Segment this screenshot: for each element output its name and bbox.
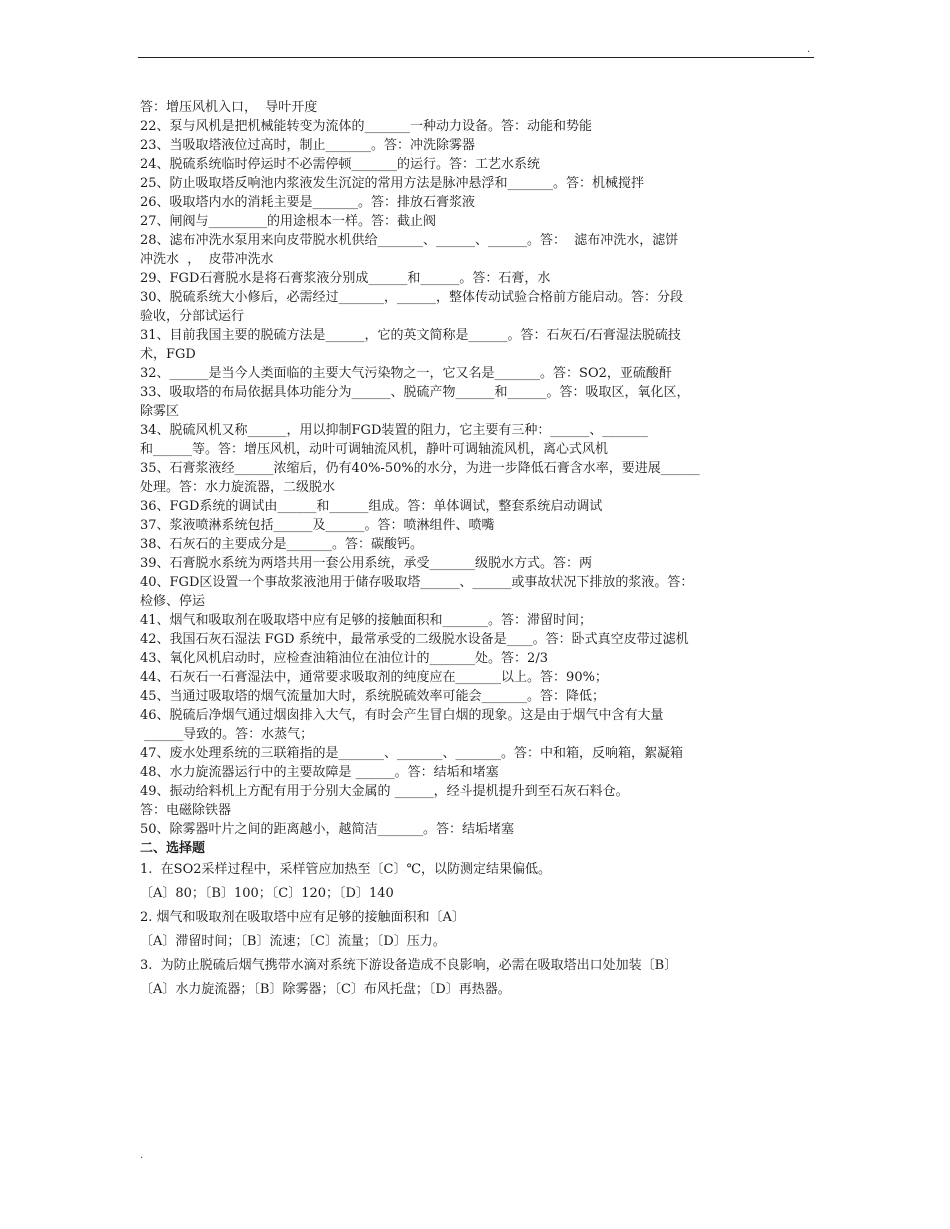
document-body [140, 98, 812, 1002]
question-45: 45、当通过吸取塔的烟气流量加大时，系统脱硫效率可能会_______。答：降低； [140, 689, 606, 704]
question-40: 40、FGD区设置一个事故浆液池用于储存吸取塔______、______或事故状况下排放的浆液。答： [140, 575, 694, 590]
choice-question-2: 2. 烟气和吸取剂在吸取塔中应有足够的接触面积和〔A〕 [140, 910, 465, 925]
question-37: 37、浆液喷淋系统包括______及______。答：喷淋组件、喷嘴 [140, 518, 495, 533]
question-41: 41、烟气和吸取剂在吸取塔中应有足够的接触面积和_______。答：滞留时间； [140, 613, 593, 628]
question-26: 26、吸取塔内水的消耗主要是_______。答：排放石膏浆液 [140, 195, 476, 210]
choice-question-1: 1. 在SO2采样过程中，采样管应加热至〔C〕℃，以防测定结果偏低。 [140, 862, 551, 877]
question-32: 32、______是当今人类面临的主要大气污染物之一，它又名是_______。答：SO2，亚硫酸酐 [140, 366, 672, 381]
section-heading-choice: 二、选择题 [140, 841, 206, 856]
question-42: 42、我国石灰石湿法 FGD 系统中，最常承受的二级脱水设备是____。答：卧式真空皮带过滤机 [140, 632, 689, 647]
question-36: 36、FGD系统的调试由______和______组成。答：单体调试，整套系统启动调试 [140, 499, 603, 514]
choice-options-3: 〔A〕水力旋流器；〔B〕除雾器；〔C〕布风托盘；〔D〕再热器。 [140, 982, 511, 997]
question-39: 39、石膏脱水系统为两塔共用一套公用系统，承受_______级脱水方式。答：两 [140, 556, 593, 571]
header-rule [138, 57, 814, 58]
question-25: 25、防止吸取塔反响池内浆液发生沉淀的常用方法是脉冲悬浮和_______。答：机械搅拌 [140, 176, 645, 191]
question-46: 46、脱硫后净烟气通过烟囱排入大气，有时会产生冒白烟的现象。这是由于烟气中含有大量 [140, 708, 664, 723]
question-31-cont: 术，FGD [140, 347, 196, 362]
question-30-cont: 验收，分部试运行 [140, 309, 245, 324]
choice-options-2: 〔A〕滞留时间；〔B〕流速；〔C〕流量；〔D〕压力。 [140, 934, 446, 949]
question-28-cont: 冲洗水 ， 皮带冲洗水 [140, 252, 274, 267]
question-31: 31、目前我国主要的脱硫方法是______，它的英文简称是______。答：石灰石/石膏湿法脱硫技 [140, 328, 681, 343]
question-34: 34、脱硫风机又称______，用以抑制FGD装置的阻力，它主要有三种：______、_______ [140, 423, 648, 438]
question-22: 22、泵与风机是把机械能转变为流体的_______一种动力设备。答：动能和势能 [140, 119, 593, 134]
question-24: 24、脱硫系统临时停运时不必需停顿_______的运行。答：工艺水系统 [140, 157, 541, 172]
header-dot: . [807, 44, 811, 55]
question-44: 44、石灰石一石膏湿法中，通常要求吸取剂的纯度应在_______以上。答：90%； [140, 670, 608, 685]
choice-options-1: 〔A〕80；〔B〕100；〔C〕120；〔D〕140 [140, 886, 394, 901]
question-35: 35、石膏浆液经______浓缩后，仍有40%-50%的水分，为进一步降低石膏含水率，要进展______ [140, 461, 700, 476]
footer-dot: . [140, 1150, 144, 1161]
question-33-cont: 除雾区 [140, 404, 180, 419]
question-33: 33、吸取塔的布局依据具体功能分为______、脱硫产物______和______。答：吸取区，氧化区， [140, 385, 690, 400]
question-43: 43、氧化风机启动时，应检查油箱油位在油位计的_______处。答：2/3 [140, 651, 548, 666]
question-35-cont: 处理。答：水力旋流器，二级脱水 [140, 480, 336, 495]
question-48: 48、水力旋流器运行中的主要故障是 ______。答：结垢和堵塞 [140, 765, 499, 780]
question-29: 29、FGD石膏脱水是将石膏浆液分别成______和______。答：石膏，水 [140, 271, 551, 286]
question-40-cont: 检修、停运 [140, 594, 206, 609]
question-28: 28、滤布冲洗水泵用来向皮带脱水机供给_______、______、______。答： 滤布冲洗水，滤饼 [140, 233, 679, 248]
question-34-cont: 和______等。答：增压风机，动叶可调轴流风机，静叶可调轴流风机，离心式风机 [140, 442, 609, 457]
question-46-cont: ______导致的。答：水蒸气； [140, 727, 314, 742]
question-38: 38、石灰石的主要成分是_______。答：碳酸钙。 [140, 537, 424, 552]
choice-question-3: 3. 为防止脱硫后烟气携带水滴对系统下游设备造成不良影响，必需在吸取塔出口处加装〔B〕 [140, 958, 678, 973]
question-50: 50、除雾器叶片之间的距离越小，越简洁_______。答：结垢堵塞 [140, 822, 515, 837]
question-49: 49、振动给料机上方配有用于分别大金属的 ______，经斗提机提升到至石灰石料仓。 [140, 784, 629, 799]
question-27: 27、闸阀与_________的用途根本一样。答：截止阀 [140, 214, 437, 229]
question-30: 30、脱硫系统大小修后，必需经过_______，______，整体传动试验合格前方能启动。答：分段 [140, 290, 684, 305]
question-23: 23、当吸取塔液位过高时，制止_______。答：冲洗除雾器 [140, 138, 476, 153]
question-49-cont: 答：电磁除铁器 [140, 803, 232, 818]
answer-line: 答：增压风机入口， 导叶开度 [140, 100, 318, 115]
question-47: 47、废水处理系统的三联箱指的是_______、_______、_______。答：中和箱，反响箱，絮凝箱 [140, 746, 684, 761]
